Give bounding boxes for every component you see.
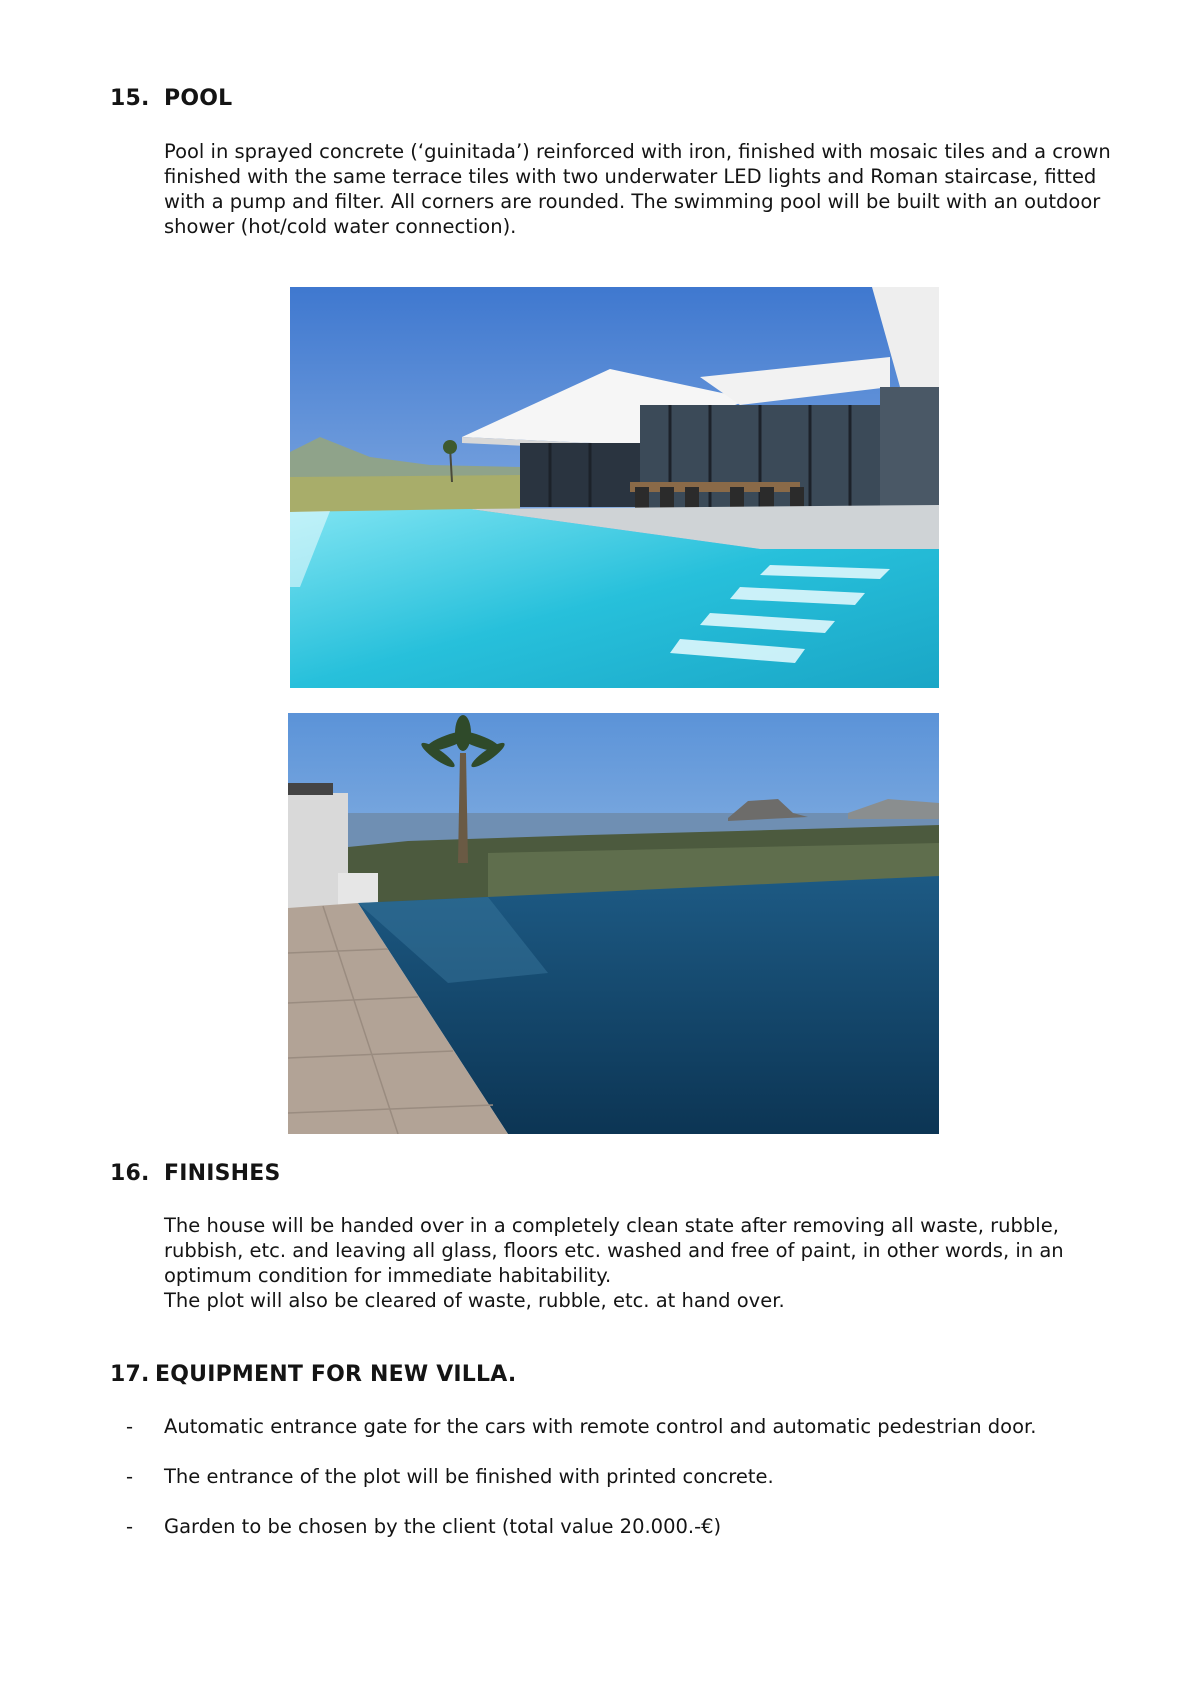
section-15-body [164, 139, 1124, 239]
section-16-title: FINISHES [164, 1161, 281, 1186]
section-16-number: 16. [110, 1161, 150, 1186]
infinity-pool-photo [288, 713, 939, 1134]
section-17-title: EQUIPMENT FOR NEW VILLA. [155, 1362, 517, 1387]
bullet-marker: - [126, 1465, 134, 1488]
list-item-text: The entrance of the plot will be finished with printed concrete. [164, 1465, 774, 1488]
section-15-title: POOL [164, 86, 233, 111]
section-15-heading [110, 86, 232, 111]
bullet-marker: - [126, 1515, 134, 1538]
section-15-line: Pool in sprayed concrete (‘guinitada’) reinforced with iron, finished with mosaic tiles and a crown [164, 140, 1111, 163]
section-16-line: The plot will also be cleared of waste, rubble, etc. at hand over. [164, 1289, 785, 1312]
section-15-line: shower (hot/cold water connection). [164, 215, 517, 238]
section-15-line: finished with the same terrace tiles with two underwater LED lights and Roman staircase, fitted [164, 165, 1097, 188]
section-15-number: 15. [110, 86, 150, 111]
section-16-body [164, 1213, 1124, 1313]
list-item [126, 1464, 774, 1489]
section-16-line: optimum condition for immediate habitability. [164, 1264, 612, 1287]
list-item-text: Garden to be chosen by the client (total value 20.000.-€) [164, 1515, 722, 1538]
section-16-line: The house will be handed over in a completely clean state after removing all waste, rubble, [164, 1214, 1059, 1237]
list-item [126, 1514, 721, 1539]
list-item [126, 1414, 1036, 1439]
villa-pool-photo [290, 287, 939, 688]
section-16-line: rubbish, etc. and leaving all glass, floors etc. washed and free of paint, in other words, in an [164, 1239, 1064, 1262]
section-17-number: 17. [110, 1362, 150, 1387]
list-item-text: Automatic entrance gate for the cars with remote control and automatic pedestrian door. [164, 1415, 1037, 1438]
section-15-line: with a pump and filter. All corners are rounded. The swimming pool will be built with an outdoor [164, 190, 1101, 213]
section-16-heading [110, 1161, 281, 1186]
bullet-marker: - [126, 1415, 134, 1438]
section-17-heading [110, 1362, 516, 1387]
